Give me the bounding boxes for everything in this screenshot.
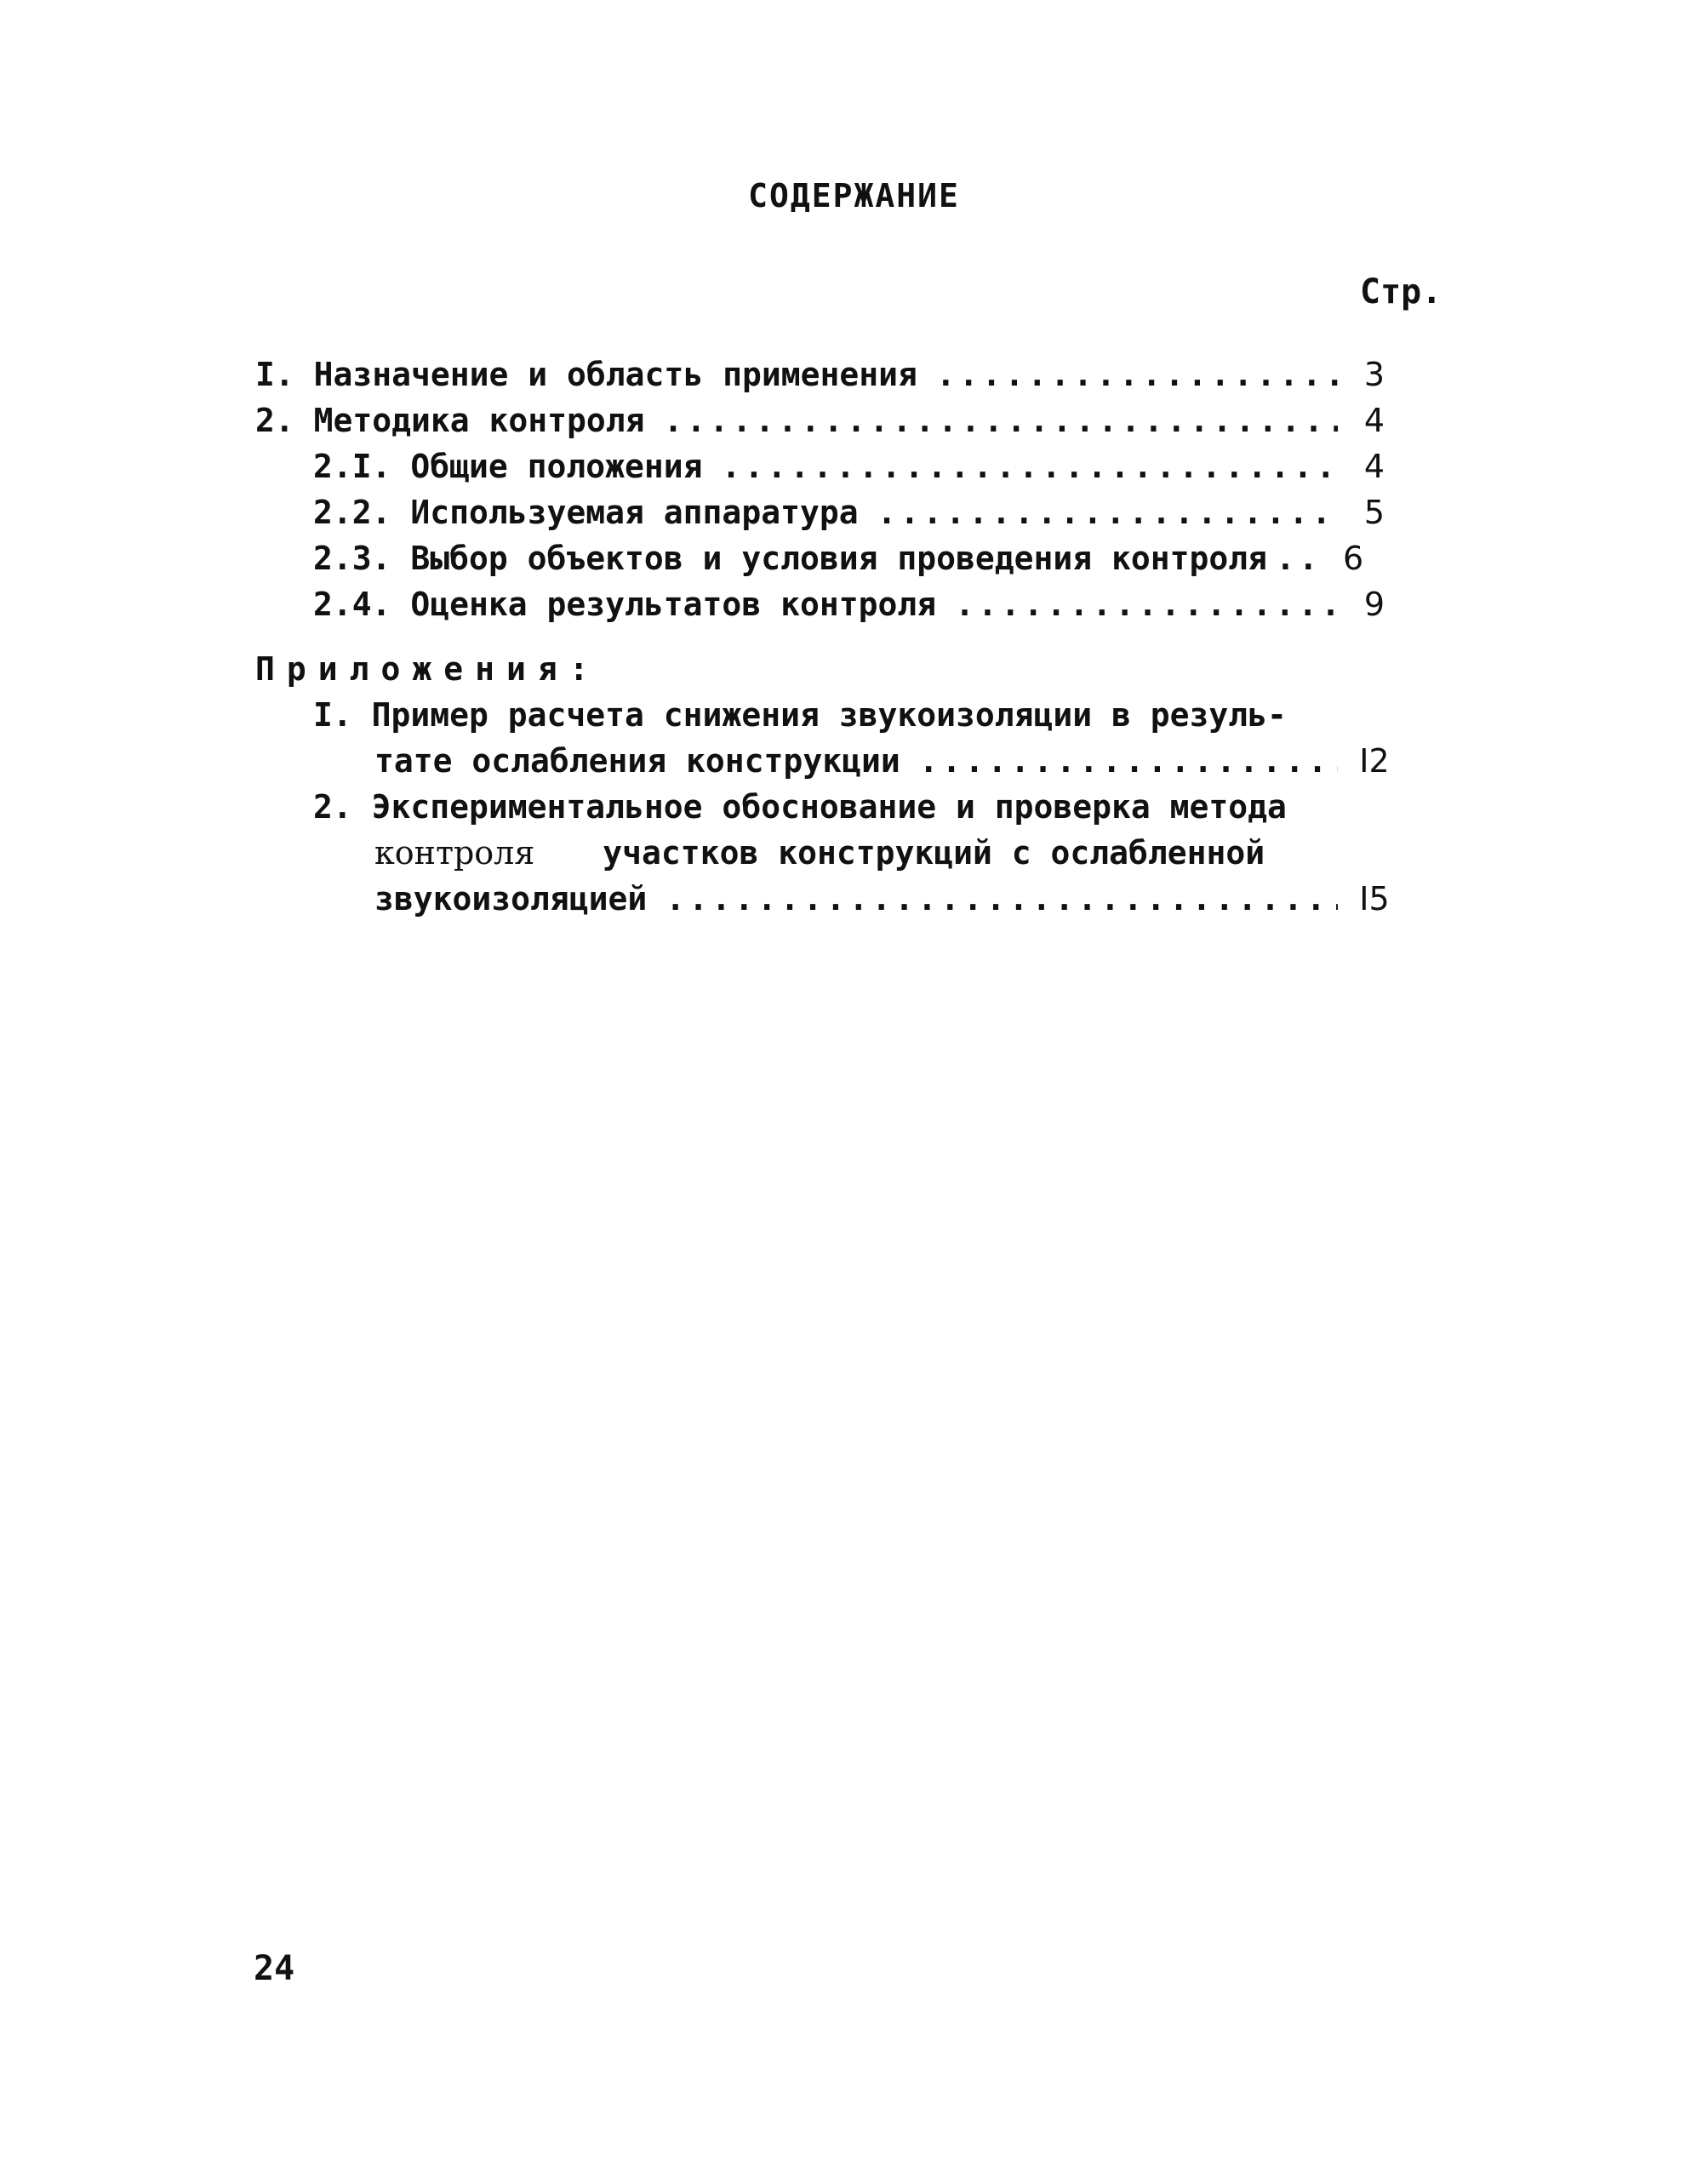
appendix-entry-text: участков конструкций с ослабленной — [603, 834, 1265, 872]
appendix-entry-text: тате ослабления конструкции — [374, 742, 900, 780]
toc-subentry[interactable] — [255, 448, 1396, 494]
toc-entry-text: 2.2. Используемая аппаратура — [313, 494, 859, 531]
appendix-entry-page: I5 — [1359, 880, 1390, 918]
toc-entry-text: 2.4. Оценка результатов контроля — [313, 586, 937, 623]
dot-leader — [1276, 540, 1317, 577]
page-number: 24 — [254, 1949, 295, 1988]
toc-entry-page: 6 — [1342, 540, 1364, 577]
appendix-heading: Приложения: — [255, 650, 601, 688]
appendix-entry-page: I2 — [1359, 742, 1390, 780]
toc-entry-page: 5 — [1363, 494, 1385, 531]
appendix-entry-text: звукоизоляцией — [374, 880, 648, 918]
table-of-contents — [255, 356, 1396, 926]
dot-leader — [665, 880, 1338, 918]
toc-entry-text: I. Назначение и область применения — [255, 356, 917, 393]
appendix-entry-text: 2. Экспериментальное обоснование и проверка метода — [313, 788, 1287, 826]
page-title: СОДЕРЖАНИЕ — [748, 177, 960, 214]
toc-entry-page: 4 — [1363, 402, 1385, 439]
dot-leader — [664, 402, 1338, 439]
toc-entry[interactable] — [255, 356, 1396, 402]
toc-entry-text: 2.I. Общие положения — [313, 448, 703, 485]
appendix-entry-line[interactable] — [255, 742, 1396, 788]
toc-entry-text: 2.3. Выбор объектов и условия проведения контроля — [313, 540, 1268, 577]
toc-entry-page: 9 — [1363, 586, 1385, 623]
toc-subentry[interactable] — [255, 494, 1396, 540]
dot-leader — [955, 586, 1338, 623]
toc-entry-page: 4 — [1363, 448, 1385, 485]
toc-subentry[interactable] — [255, 586, 1396, 632]
appendix-entry-line[interactable] — [255, 788, 1396, 834]
appendix-entry-line[interactable] — [255, 696, 1396, 742]
dot-leader — [877, 494, 1338, 531]
dot-leader — [722, 448, 1338, 485]
dot-leader — [919, 742, 1338, 780]
appendix-entry-line[interactable] — [255, 834, 1396, 880]
appendix-entry-text-plain: контроля — [374, 834, 535, 872]
toc-entry-page: 3 — [1363, 356, 1385, 393]
appendix-entry-text: I. Пример расчета снижения звукоизоляции в резуль- — [313, 696, 1287, 734]
page-column-header: Стр. — [1360, 272, 1442, 312]
appendix-entry-line[interactable] — [255, 880, 1396, 926]
toc-entry[interactable] — [255, 402, 1396, 448]
dot-leader — [936, 356, 1338, 393]
toc-subentry[interactable] — [255, 540, 1396, 586]
toc-entry-text: 2. Методика контроля — [255, 402, 645, 439]
